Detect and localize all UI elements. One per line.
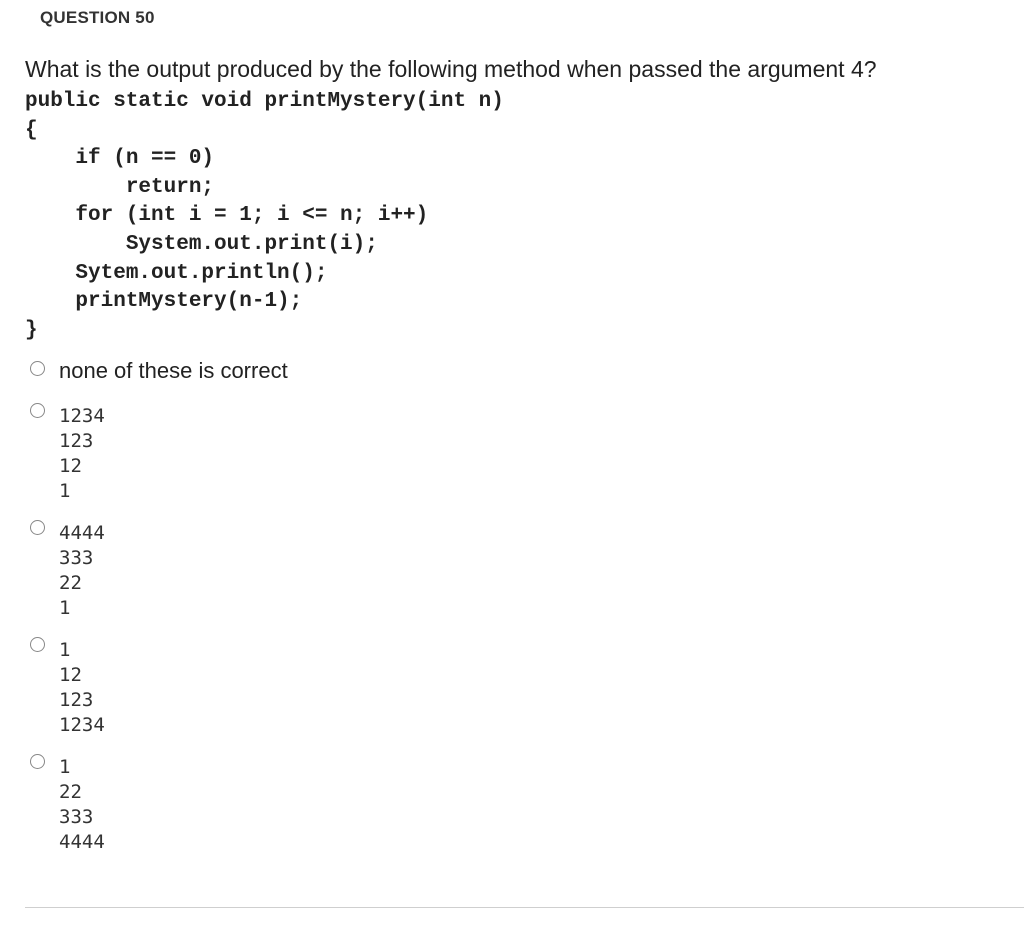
question-text: What is the output produced by the following method when passed the argument 4?: [25, 56, 877, 82]
option-line: 1: [59, 597, 71, 619]
code-line: printMystery(n-1);: [25, 290, 303, 314]
option-line: 12: [59, 664, 82, 686]
option-line: 1234: [59, 405, 105, 427]
divider: [25, 907, 1024, 908]
radio-button[interactable]: [30, 637, 45, 652]
option-line: 333: [59, 547, 94, 569]
option-line: 333: [59, 806, 94, 828]
option-line: 1: [59, 756, 71, 778]
option-output: [59, 638, 105, 738]
option-line: 123: [59, 689, 94, 711]
code-line: return;: [25, 175, 215, 199]
code-block: [25, 88, 504, 345]
answer-option-none[interactable]: [30, 357, 288, 384]
option-line: 123: [59, 430, 94, 452]
option-line: 1: [59, 639, 71, 661]
code-line: Sytem.out.println();: [25, 261, 328, 285]
option-label: none of these is correct: [59, 358, 288, 383]
option-line: 4444: [59, 831, 105, 853]
code-line: for (int i = 1; i <= n; i++): [25, 204, 429, 228]
option-output: [59, 755, 105, 855]
question-header: QUESTION 50: [40, 8, 155, 27]
option-line: 12: [59, 455, 82, 477]
radio-button[interactable]: [30, 754, 45, 769]
option-output: [59, 521, 105, 621]
answer-option-ascending-repeats[interactable]: [30, 750, 105, 855]
answer-option-descending-sequences[interactable]: [30, 399, 105, 504]
option-line: 4444: [59, 522, 105, 544]
code-line: if (n == 0): [25, 147, 215, 171]
radio-button[interactable]: [30, 403, 45, 418]
radio-button[interactable]: [30, 520, 45, 535]
option-line: 1: [59, 480, 71, 502]
code-line: }: [25, 318, 38, 342]
code-line: public static void printMystery(int n): [25, 90, 504, 113]
code-line: {: [25, 118, 38, 142]
option-line: 1234: [59, 714, 105, 736]
option-line: 22: [59, 572, 82, 594]
option-line: 22: [59, 781, 82, 803]
answer-option-ascending-sequences[interactable]: [30, 633, 105, 738]
answer-option-descending-repeats[interactable]: [30, 516, 105, 621]
radio-button[interactable]: [30, 361, 45, 376]
code-line: System.out.print(i);: [25, 232, 378, 256]
option-output: [59, 404, 105, 504]
